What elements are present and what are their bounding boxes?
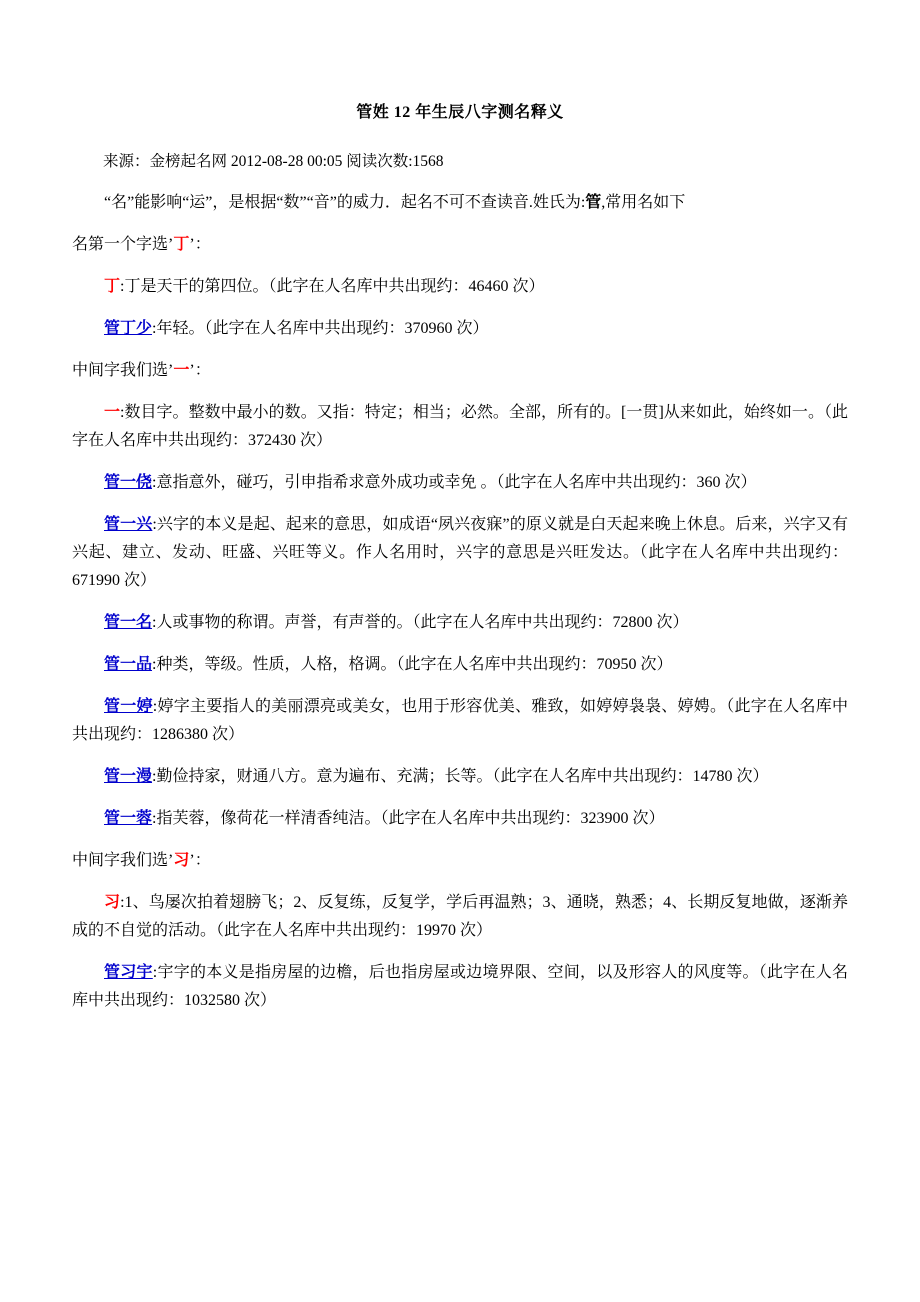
intro-paragraph: [72, 189, 848, 217]
entry-text: :宇字的本义是指房屋的边檐，后也指房屋或边境界限、空间，以及形容人的风度等。（此字在人名库中共出现约：1032580 次）: [72, 963, 848, 1009]
entry-item: [72, 469, 848, 497]
entry-item: [72, 399, 848, 455]
entry-item: [72, 315, 848, 343]
intro-text-part1: “名”能影响“运”，是根据“数”“音”的威力．起名不可不查读音.姓氏为:: [104, 193, 586, 211]
entry-text: :数目字。整数中最小的数。又指：特定；相当；必然。全部，所有的。[一贯]从来如此，始终如一。（此字在人名库中共出现约：372430 次）: [72, 403, 848, 449]
entry-term-link[interactable]: 管一漫: [104, 767, 153, 785]
entry-text: :人或事物的称谓。声誉，有声誉的。（此字在人名库中共出现约：72800 次）: [152, 613, 689, 631]
section-heading-prefix: 中间字我们选’: [72, 851, 174, 869]
entry-term: 丁: [104, 277, 121, 295]
section-heading-char: 一: [173, 361, 190, 379]
section-heading-prefix: 名第一个字选’: [72, 235, 174, 253]
entry-term-link[interactable]: 管一蓉: [104, 809, 153, 827]
entry-item: [72, 763, 848, 791]
entry-item: [72, 889, 848, 945]
entry-item: [72, 693, 848, 749]
entry-term-link[interactable]: 管习宇: [104, 963, 153, 981]
entry-item: [72, 511, 848, 595]
surname-char: 管: [585, 193, 602, 211]
entry-term-link[interactable]: 管一婷: [104, 697, 153, 715]
entry-term-link[interactable]: 管丁少: [104, 319, 153, 337]
section-heading-prefix: 中间字我们选’: [72, 361, 174, 379]
source-text: 来源：金榜起名网 2012-08-28 00:05 阅读次数:1568: [103, 152, 444, 170]
section-heading-1: [72, 231, 848, 259]
entry-term-link[interactable]: 管一侥: [104, 473, 153, 491]
section-heading-char: 习: [173, 851, 190, 869]
entry-text: :指芙蓉，像荷花一样清香纯洁。（此字在人名库中共出现约：323900 次）: [152, 809, 665, 827]
section-heading-suffix: ’：: [189, 235, 211, 253]
entry-item: [72, 273, 848, 301]
section-heading-3: [72, 847, 848, 875]
intro-text-part2: ,常用名如下: [601, 193, 686, 211]
entry-item: [72, 805, 848, 833]
entry-text: :1、鸟屡次拍着翅膀飞；2、反复练，反复学，学后再温熟；3、通晓，熟悉；4、长期反复地做，逐渐养成的不自觉的活动。（此字在人名库中共出现约：19970 次）: [72, 893, 848, 939]
entry-text: :兴字的本义是起、起来的意思，如成语“夙兴夜寐”的原义就是白天起来晚上休息。后来，兴字又有兴起、建立、发动、旺盛、兴旺等义。作人名用时，兴字的意思是兴旺发达。（此字在人名库中共出现约：671990 次）: [72, 515, 848, 589]
entry-term: 习: [104, 893, 121, 911]
source-line: [72, 148, 848, 175]
section-heading-char: 丁: [173, 235, 190, 253]
entry-text: :勤俭持家，财通八方。意为遍布、充满；长等。（此字在人名库中共出现约：14780 次）: [152, 767, 769, 785]
entry-item: [72, 609, 848, 637]
entry-text: :婷字主要指人的美丽漂亮或美女，也用于形容优美、雅致，如婷婷袅袅、婷娉。（此字在人名库中共出现约：1286380 次）: [72, 697, 848, 743]
page-title: 管姓 12 年生辰八字测名释义: [356, 104, 564, 121]
entry-term: 一: [104, 403, 121, 421]
entry-term-link[interactable]: 管一品: [104, 655, 153, 673]
entry-text: :种类，等级。性质，人格，格调。（此字在人名库中共出现约：70950 次）: [152, 655, 673, 673]
entry-term-link[interactable]: 管一兴: [104, 515, 153, 533]
entry-text: :年轻。（此字在人名库中共出现约：370960 次）: [152, 319, 489, 337]
entry-text: :丁是天干的第四位。（此字在人名库中共出现约：46460 次）: [120, 277, 545, 295]
entry-text: :意指意外，碰巧，引申指希求意外成功或幸免 。（此字在人名库中共出现约：360 次）: [152, 473, 757, 491]
entry-item: [72, 651, 848, 679]
entry-item: [72, 959, 848, 1015]
section-heading-suffix: ’：: [189, 361, 211, 379]
section-heading-suffix: ’：: [189, 851, 211, 869]
entry-term-link[interactable]: 管一名: [104, 613, 153, 631]
section-heading-2: [72, 357, 848, 385]
